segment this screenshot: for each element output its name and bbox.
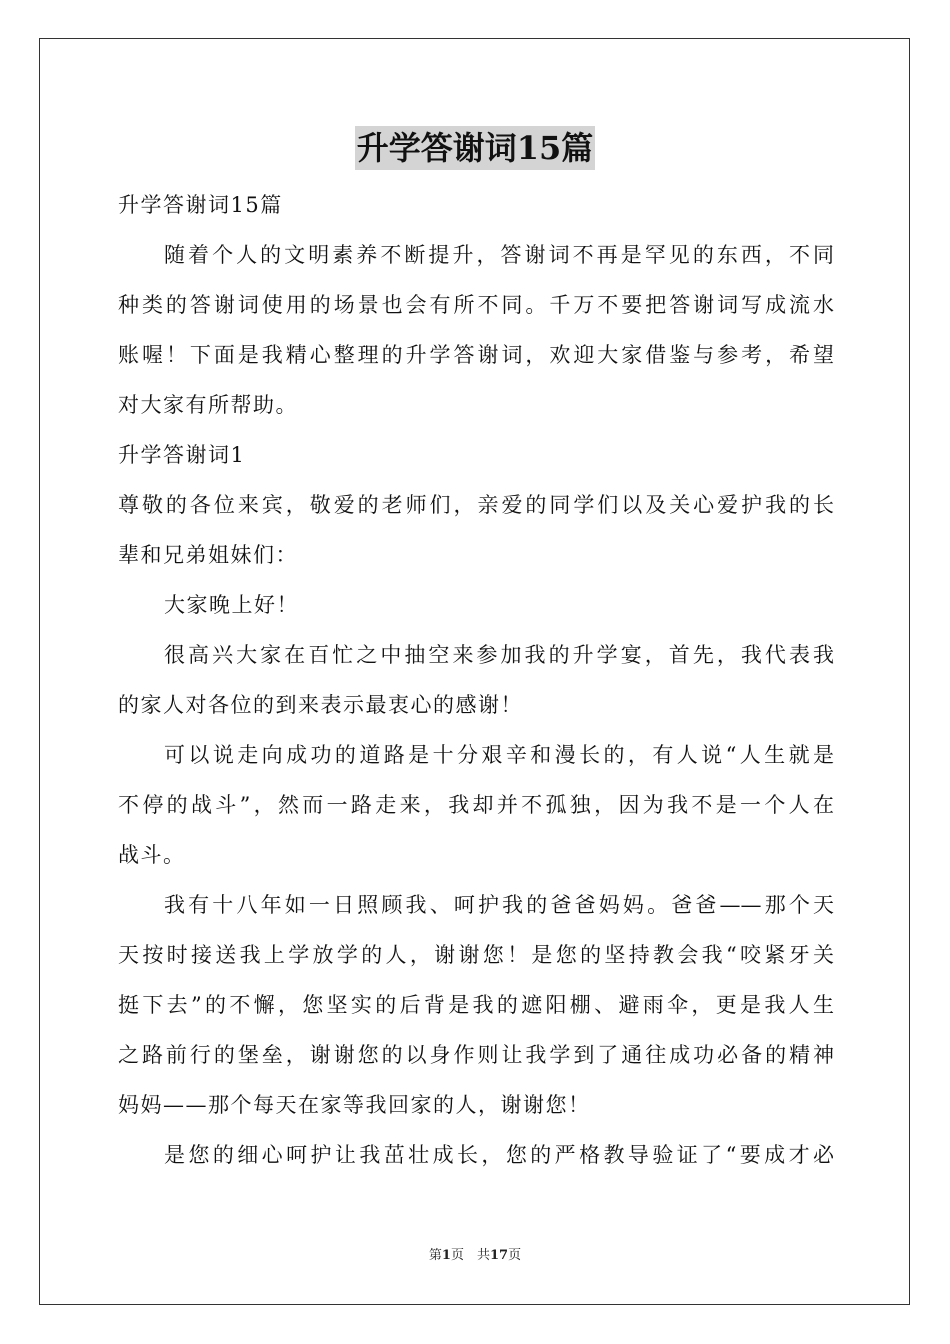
salutation-line: 尊敬的各位来宾，敬爱的老师们，亲爱的同学们以及关心爱护我的长 xyxy=(118,493,834,517)
body-paragraph-line: 天按时接送我上学放学的人，谢谢您！是您的坚持教会我“咬紧牙关 xyxy=(118,943,834,967)
body-paragraph-line: 战斗。 xyxy=(118,843,186,867)
salutation-line: 辈和兄弟姐妹们： xyxy=(118,543,298,567)
page-mid: 页 共 xyxy=(450,1248,490,1263)
page-footer xyxy=(0,1246,950,1266)
greeting-line: 大家晚上好！ xyxy=(164,593,299,617)
body-paragraph-line: 之路前行的堡垒，谢谢您的以身作则让我学到了通往成功必备的精神 xyxy=(118,1043,834,1067)
body-paragraph-line: 我有十八年如一日照顾我、呵护我的爸爸妈妈。爸爸——那个天 xyxy=(164,893,834,917)
intro-paragraph-line: 账喔！下面是我精心整理的升学答谢词，欢迎大家借鉴与参考，希望 xyxy=(118,343,834,367)
page-total: 17 xyxy=(489,1248,509,1263)
body-paragraph-line: 是您的细心呵护让我茁壮成长，您的严格教导验证了“要成才必 xyxy=(164,1143,834,1167)
intro-paragraph-line: 种类的答谢词使用的场景也会有所不同。千万不要把答谢词写成流水 xyxy=(118,293,834,317)
document-title: 升学答谢词15篇 xyxy=(355,126,596,170)
subtitle-line: 升学答谢词15篇 xyxy=(118,193,283,217)
page-current: 1 xyxy=(441,1248,451,1263)
document-body xyxy=(118,180,834,1180)
intro-paragraph-line: 随着个人的文明素养不断提升，答谢词不再是罕见的东西，不同 xyxy=(164,243,834,267)
page-prefix: 第 xyxy=(428,1248,442,1263)
section-heading: 升学答谢词1 xyxy=(118,443,246,467)
intro-paragraph-line: 对大家有所帮助。 xyxy=(118,393,298,417)
body-paragraph-line: 很高兴大家在百忙之中抽空来参加我的升学宴，首先，我代表我 xyxy=(164,643,834,667)
body-paragraph-line: 妈妈——那个每天在家等我回家的人，谢谢您！ xyxy=(118,1093,591,1117)
body-paragraph-line: 不停的战斗”，然而一路走来，我却并不孤独，因为我不是一个人在 xyxy=(118,793,834,817)
body-paragraph-line: 的家人对各位的到来表示最衷心的感谢！ xyxy=(118,693,523,717)
body-paragraph-line: 可以说走向成功的道路是十分艰辛和漫长的，有人说“人生就是 xyxy=(164,743,834,767)
title-container xyxy=(0,126,950,170)
body-paragraph-line: 挺下去”的不懈，您坚实的后背是我的遮阳棚、避雨伞，更是我人生 xyxy=(118,993,834,1017)
page-suffix: 页 xyxy=(508,1248,522,1263)
